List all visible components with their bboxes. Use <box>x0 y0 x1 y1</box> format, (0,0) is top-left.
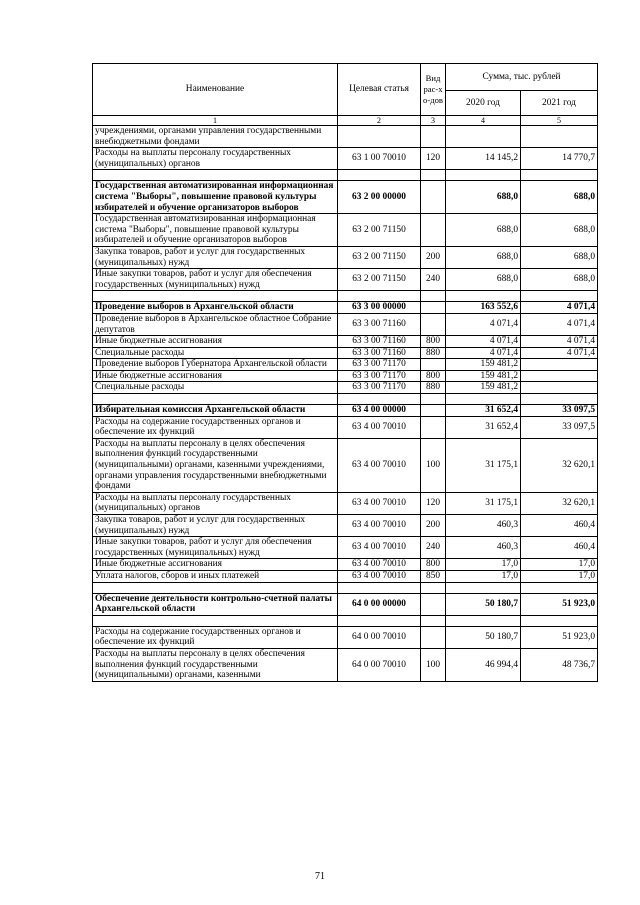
row-target-code: 63 4 00 70010 <box>338 515 421 537</box>
spacer-cell <box>93 291 338 302</box>
row-name-cell: Государственная автоматизированная информационная система "Выборы", повышение правовой культуры избирателей и обучение организаторов выборов <box>93 214 338 247</box>
table-row <box>93 570 598 582</box>
row-name-cell: Проведение выборов в Архангельское областное Собрание депутатов <box>93 313 338 335</box>
row-target-code: 63 4 00 70010 <box>338 438 421 492</box>
table-row <box>93 370 598 382</box>
row-amount-2020: 159 481,2 <box>446 370 521 382</box>
table-row <box>93 492 598 514</box>
column-number: 1 <box>93 116 338 126</box>
row-name-cell: Обеспечение деятельности контрольно-счетной палаты Архангельской области <box>93 593 338 615</box>
spacer-cell <box>521 170 598 181</box>
spacer-row <box>93 394 598 405</box>
row-target-code: 63 2 00 71150 <box>338 214 421 247</box>
row-amount-2021: 32 620,1 <box>521 438 598 492</box>
spacer-cell <box>93 582 338 593</box>
spacer-cell <box>446 582 521 593</box>
row-expense-type: 200 <box>421 246 446 268</box>
row-name-cell: Расходы на выплаты персоналу государственных (муниципальных) органов <box>93 148 338 170</box>
row-amount-2020: 460,3 <box>446 515 521 537</box>
table-header <box>93 64 598 126</box>
row-amount-2021: 688,0 <box>521 181 598 214</box>
spacer-cell <box>446 291 521 302</box>
row-name-cell: Уплата налогов, сборов и иных платежей <box>93 570 338 582</box>
row-name-cell: Расходы на содержание государственных органов и обеспечение их функций <box>93 626 338 648</box>
row-name-cell: Иные бюджетные ассигнования <box>93 559 338 571</box>
row-name-cell: Специальные расходы <box>93 382 338 394</box>
row-expense-type <box>421 359 446 371</box>
row-expense-type: 800 <box>421 559 446 571</box>
row-target-code: 64 0 00 00000 <box>338 593 421 615</box>
row-amount-2021: 688,0 <box>521 246 598 268</box>
row-target-code: 63 3 00 71160 <box>338 347 421 359</box>
row-expense-type <box>421 302 446 314</box>
row-amount-2021: 460,4 <box>521 515 598 537</box>
row-amount-2021: 460,4 <box>521 537 598 559</box>
column-number: 3 <box>421 116 446 126</box>
row-name-cell: Избирательная комиссия Архангельской области <box>93 405 338 417</box>
spacer-cell <box>521 291 598 302</box>
spacer-cell <box>338 170 421 181</box>
spacer-cell <box>446 394 521 405</box>
row-target-code: 63 4 00 70010 <box>338 570 421 582</box>
row-amount-2021: 688,0 <box>521 269 598 291</box>
table-body <box>93 126 598 682</box>
row-expense-type <box>421 626 446 648</box>
row-expense-type <box>421 313 446 335</box>
table-row <box>93 269 598 291</box>
row-name-cell: Закупка товаров, работ и услуг для государственных (муниципальных) нужд <box>93 246 338 268</box>
row-expense-type <box>421 593 446 615</box>
row-amount-2020: 50 180,7 <box>446 626 521 648</box>
row-expense-type: 240 <box>421 537 446 559</box>
row-name-cell: учреждениями, органами управления государственными внебюджетными фондами <box>93 126 338 148</box>
spacer-cell <box>446 615 521 626</box>
row-amount-2020: 688,0 <box>446 214 521 247</box>
row-target-code: 63 2 00 00000 <box>338 181 421 214</box>
spacer-cell <box>421 291 446 302</box>
row-expense-type: 800 <box>421 370 446 382</box>
row-name-cell: Проведение выборов Губернатора Архангельской области <box>93 359 338 371</box>
row-amount-2020: 50 180,7 <box>446 593 521 615</box>
row-name-cell: Государственная автоматизированная информационная система "Выборы", повышение правовой культуры избирателей и обучение организаторов выборов <box>93 181 338 214</box>
row-amount-2020: 31 652,4 <box>446 416 521 438</box>
table-row <box>93 382 598 394</box>
row-amount-2020: 46 994,4 <box>446 648 521 681</box>
row-target-code: 63 1 00 70010 <box>338 148 421 170</box>
row-amount-2021: 17,0 <box>521 559 598 571</box>
table-row <box>93 648 598 681</box>
row-amount-2020: 688,0 <box>446 181 521 214</box>
row-amount-2021: 33 097,5 <box>521 405 598 417</box>
spacer-cell <box>338 582 421 593</box>
header-year-2021: 2021 год <box>521 91 598 116</box>
page-number: 71 <box>315 871 325 882</box>
section-total-row <box>93 405 598 417</box>
row-amount-2020: 4 071,4 <box>446 336 521 348</box>
row-amount-2020: 14 145,2 <box>446 148 521 170</box>
row-expense-type <box>421 126 446 148</box>
row-name-cell: Иные закупки товаров, работ и услуг для обеспечения государственных (муниципальных) нужд <box>93 269 338 291</box>
section-total-row <box>93 593 598 615</box>
row-target-code: 64 0 00 70010 <box>338 648 421 681</box>
row-expense-type <box>421 181 446 214</box>
row-name-cell: Расходы на выплаты персоналу в целях обеспечения выполнения функций государственными (муниципальными) органами, казенными <box>93 648 338 681</box>
row-expense-type <box>421 416 446 438</box>
row-amount-2020: 17,0 <box>446 570 521 582</box>
spacer-cell <box>93 615 338 626</box>
header-type: Вид рас-хо-дов <box>421 64 446 116</box>
spacer-cell <box>338 394 421 405</box>
row-amount-2020 <box>446 126 521 148</box>
spacer-row <box>93 582 598 593</box>
row-amount-2020: 460,3 <box>446 537 521 559</box>
row-target-code: 63 3 00 71160 <box>338 313 421 335</box>
header-year-2020: 2020 год <box>446 91 521 116</box>
row-expense-type: 100 <box>421 648 446 681</box>
row-name-cell: Иные бюджетные ассигнования <box>93 370 338 382</box>
row-name-cell: Расходы на выплаты персоналу государственных (муниципальных) органов <box>93 492 338 514</box>
spacer-cell <box>521 394 598 405</box>
table-row <box>93 416 598 438</box>
table-row <box>93 214 598 247</box>
row-amount-2021: 32 620,1 <box>521 492 598 514</box>
spacer-cell <box>93 394 338 405</box>
row-target-code: 63 2 00 71150 <box>338 269 421 291</box>
row-name-cell: Иные бюджетные ассигнования <box>93 336 338 348</box>
row-amount-2020: 17,0 <box>446 559 521 571</box>
row-name-cell: Иные закупки товаров, работ и услуг для обеспечения государственных (муниципальных) нужд <box>93 537 338 559</box>
row-target-code <box>338 126 421 148</box>
row-amount-2020: 688,0 <box>446 269 521 291</box>
row-expense-type: 120 <box>421 148 446 170</box>
table-row <box>93 347 598 359</box>
column-number: 4 <box>446 116 521 126</box>
row-amount-2021: 48 736,7 <box>521 648 598 681</box>
row-target-code: 63 4 00 70010 <box>338 492 421 514</box>
spacer-cell <box>421 582 446 593</box>
table-row <box>93 359 598 371</box>
row-amount-2020: 688,0 <box>446 246 521 268</box>
spacer-cell <box>338 291 421 302</box>
budget-table <box>92 63 598 682</box>
row-name-cell: Расходы на содержание государственных органов и обеспечение их функций <box>93 416 338 438</box>
spacer-cell <box>421 170 446 181</box>
spacer-cell <box>93 170 338 181</box>
row-amount-2021: 51 923,0 <box>521 593 598 615</box>
row-expense-type <box>421 214 446 247</box>
row-amount-2021: 4 071,4 <box>521 347 598 359</box>
table-row <box>93 559 598 571</box>
table-row <box>93 336 598 348</box>
row-amount-2021 <box>521 382 598 394</box>
row-expense-type: 100 <box>421 438 446 492</box>
row-target-code: 63 3 00 00000 <box>338 302 421 314</box>
row-target-code: 63 3 00 71170 <box>338 359 421 371</box>
row-amount-2020: 31 175,1 <box>446 438 521 492</box>
row-target-code: 63 3 00 71170 <box>338 382 421 394</box>
table-row <box>93 246 598 268</box>
spacer-row <box>93 615 598 626</box>
row-expense-type: 240 <box>421 269 446 291</box>
row-expense-type <box>421 405 446 417</box>
spacer-cell <box>446 170 521 181</box>
row-amount-2021: 4 071,4 <box>521 313 598 335</box>
row-expense-type: 880 <box>421 382 446 394</box>
row-amount-2020: 31 175,1 <box>446 492 521 514</box>
spacer-row <box>93 170 598 181</box>
row-name-cell: Расходы на выплаты персоналу в целях обеспечения выполнения функций государственными (муниципальными) органами, казенными учреждениями, органами управления государственными внебюджетными фондами <box>93 438 338 492</box>
row-amount-2021: 4 071,4 <box>521 302 598 314</box>
spacer-cell <box>421 615 446 626</box>
row-target-code: 63 4 00 70010 <box>338 537 421 559</box>
row-amount-2020: 163 552,6 <box>446 302 521 314</box>
row-amount-2021 <box>521 370 598 382</box>
row-amount-2021: 51 923,0 <box>521 626 598 648</box>
row-amount-2021 <box>521 126 598 148</box>
header-target: Целевая статья <box>338 64 421 116</box>
spacer-cell <box>338 615 421 626</box>
row-name-cell: Закупка товаров, работ и услуг для государственных (муниципальных) нужд <box>93 515 338 537</box>
row-amount-2021: 33 097,5 <box>521 416 598 438</box>
column-number: 5 <box>521 116 598 126</box>
row-target-code: 63 3 00 71160 <box>338 336 421 348</box>
row-amount-2021: 17,0 <box>521 570 598 582</box>
row-expense-type: 850 <box>421 570 446 582</box>
row-amount-2020: 159 481,2 <box>446 359 521 371</box>
row-amount-2020: 4 071,4 <box>446 347 521 359</box>
row-expense-type: 200 <box>421 515 446 537</box>
table-row <box>93 515 598 537</box>
row-amount-2021: 4 071,4 <box>521 336 598 348</box>
spacer-cell <box>421 394 446 405</box>
row-amount-2020: 159 481,2 <box>446 382 521 394</box>
row-name-cell: Специальные расходы <box>93 347 338 359</box>
section-total-row <box>93 302 598 314</box>
row-expense-type: 880 <box>421 347 446 359</box>
spacer-cell <box>521 615 598 626</box>
row-target-code: 63 4 00 70010 <box>338 416 421 438</box>
row-target-code: 63 4 00 00000 <box>338 405 421 417</box>
row-amount-2020: 4 071,4 <box>446 313 521 335</box>
header-sum: Сумма, тыс. рублей <box>446 64 598 91</box>
row-amount-2021 <box>521 359 598 371</box>
column-number: 2 <box>338 116 421 126</box>
spacer-row <box>93 291 598 302</box>
row-amount-2021: 14 770,7 <box>521 148 598 170</box>
spacer-cell <box>521 582 598 593</box>
row-name-cell: Проведение выборов в Архангельской области <box>93 302 338 314</box>
table-row <box>93 537 598 559</box>
row-target-code: 63 4 00 70010 <box>338 559 421 571</box>
table-row <box>93 438 598 492</box>
row-amount-2021: 688,0 <box>521 214 598 247</box>
section-total-row <box>93 181 598 214</box>
table-row <box>93 148 598 170</box>
column-number-row <box>93 116 598 126</box>
table-row <box>93 626 598 648</box>
header-name: Наименование <box>93 64 338 116</box>
table-row <box>93 126 598 148</box>
row-target-code: 63 2 00 71150 <box>338 246 421 268</box>
row-target-code: 63 3 00 71170 <box>338 370 421 382</box>
row-expense-type: 800 <box>421 336 446 348</box>
row-expense-type: 120 <box>421 492 446 514</box>
table-row <box>93 313 598 335</box>
row-amount-2020: 31 652,4 <box>446 405 521 417</box>
row-target-code: 64 0 00 70010 <box>338 626 421 648</box>
